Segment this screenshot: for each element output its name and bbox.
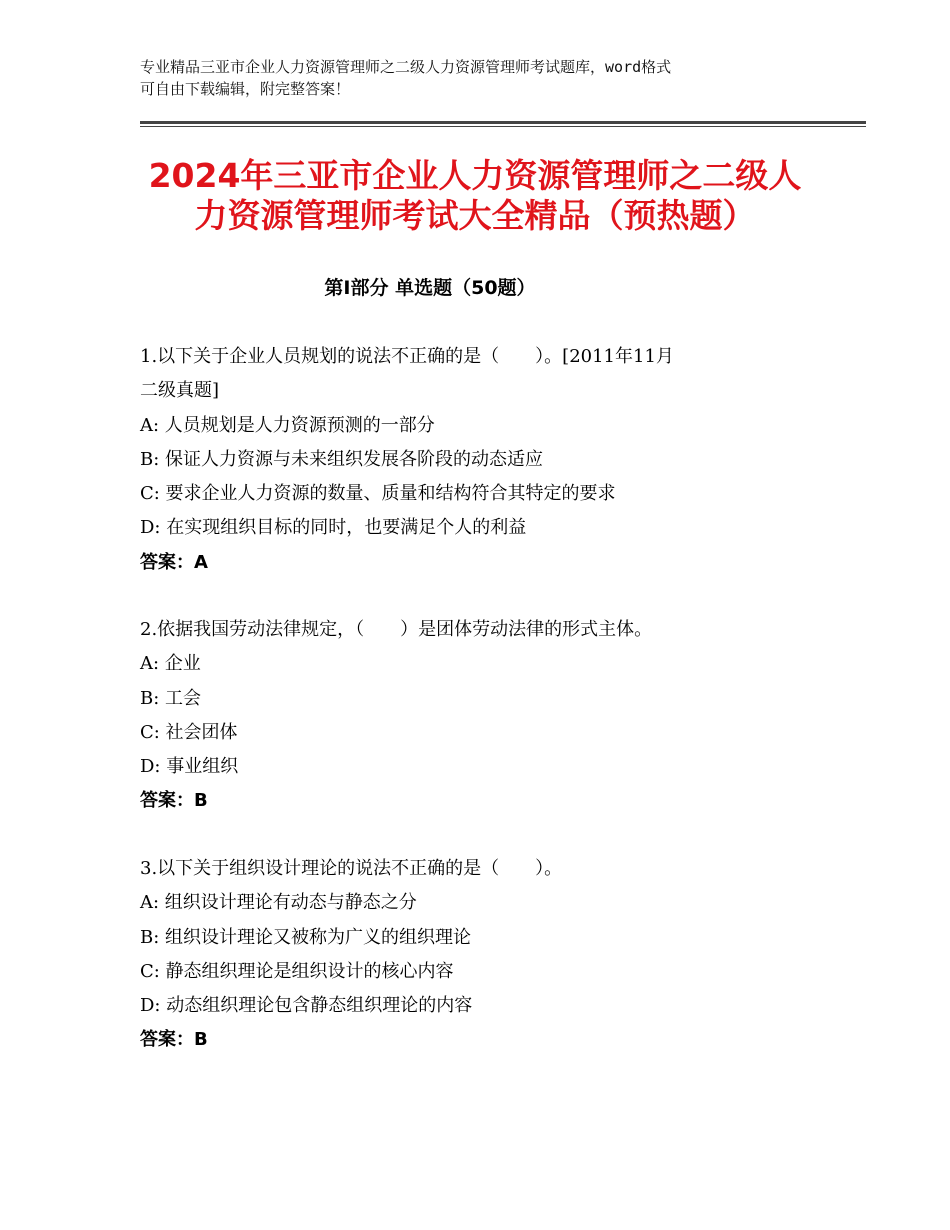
question-stem: 1.以下关于企业人员规划的说法不正确的是（ ）。[2011年11月: [140, 346, 674, 367]
header-rule-thin: [140, 126, 866, 127]
header-note-line-2: 可自由下载编辑，附完整答案！: [140, 80, 351, 98]
option-c: C: 社会团体: [140, 721, 238, 743]
option-d: D: 在实现组织目标的同时，也要满足个人的利益: [140, 517, 527, 539]
document-title-line-1: 2024年三亚市企业人力资源管理师之二级人: [148, 156, 802, 195]
option-d: D: 事业组织: [140, 756, 239, 778]
answer-label: 答案：: [140, 790, 194, 812]
answer-line: [140, 1027, 840, 1061]
option-b: B: 组织设计理论又被称为广义的组织理论: [140, 926, 472, 948]
option-d: D: 动态组织理论包含静态组织理论的内容: [140, 995, 473, 1017]
option-a: A: 组织设计理论有动态与静态之分: [140, 892, 417, 914]
question-stem: 3.以下关于组织设计理论的说法不正确的是（ ）。: [140, 858, 563, 879]
option-c: C: 要求企业人力资源的数量、质量和结构符合其特定的要求: [140, 483, 616, 505]
option-b: B: 保证人力资源与未来组织发展各阶段的动态适应: [140, 448, 544, 470]
answer-label: 答案：: [140, 1029, 194, 1051]
answer-value: A: [194, 551, 208, 573]
option-b: B: 工会: [140, 687, 202, 709]
header-rule-thick: [140, 121, 866, 124]
answer-value: B: [194, 790, 208, 812]
answer-value: B: [194, 1029, 208, 1051]
option-a: A: 人员规划是人力资源预测的一部分: [140, 414, 435, 436]
answer-line: [140, 550, 840, 584]
header-note-line-1: 专业精品三亚市企业人力资源管理师之二级人力资源管理师考试题库，word格式: [140, 58, 672, 76]
question-2: [140, 617, 840, 822]
question-3: [140, 856, 840, 1061]
document-title: [120, 156, 830, 236]
question-1: [140, 344, 840, 584]
question-stem-continued: 二级真题]: [140, 380, 220, 402]
option-c: C: 静态组织理论是组织设计的核心内容: [140, 960, 454, 982]
option-a: A: 企业: [140, 653, 201, 675]
question-stem: 2.依据我国劳动法律规定，（ ）是团体劳动法律的形式主体。: [140, 619, 653, 640]
section-title: 第Ⅰ部分 单选题（50题）: [324, 277, 536, 299]
answer-line: [140, 788, 840, 822]
header-note: [140, 56, 830, 100]
answer-label: 答案：: [140, 551, 194, 573]
document-title-line-2: 力资源管理师考试大全精品（预热题）: [194, 196, 756, 235]
